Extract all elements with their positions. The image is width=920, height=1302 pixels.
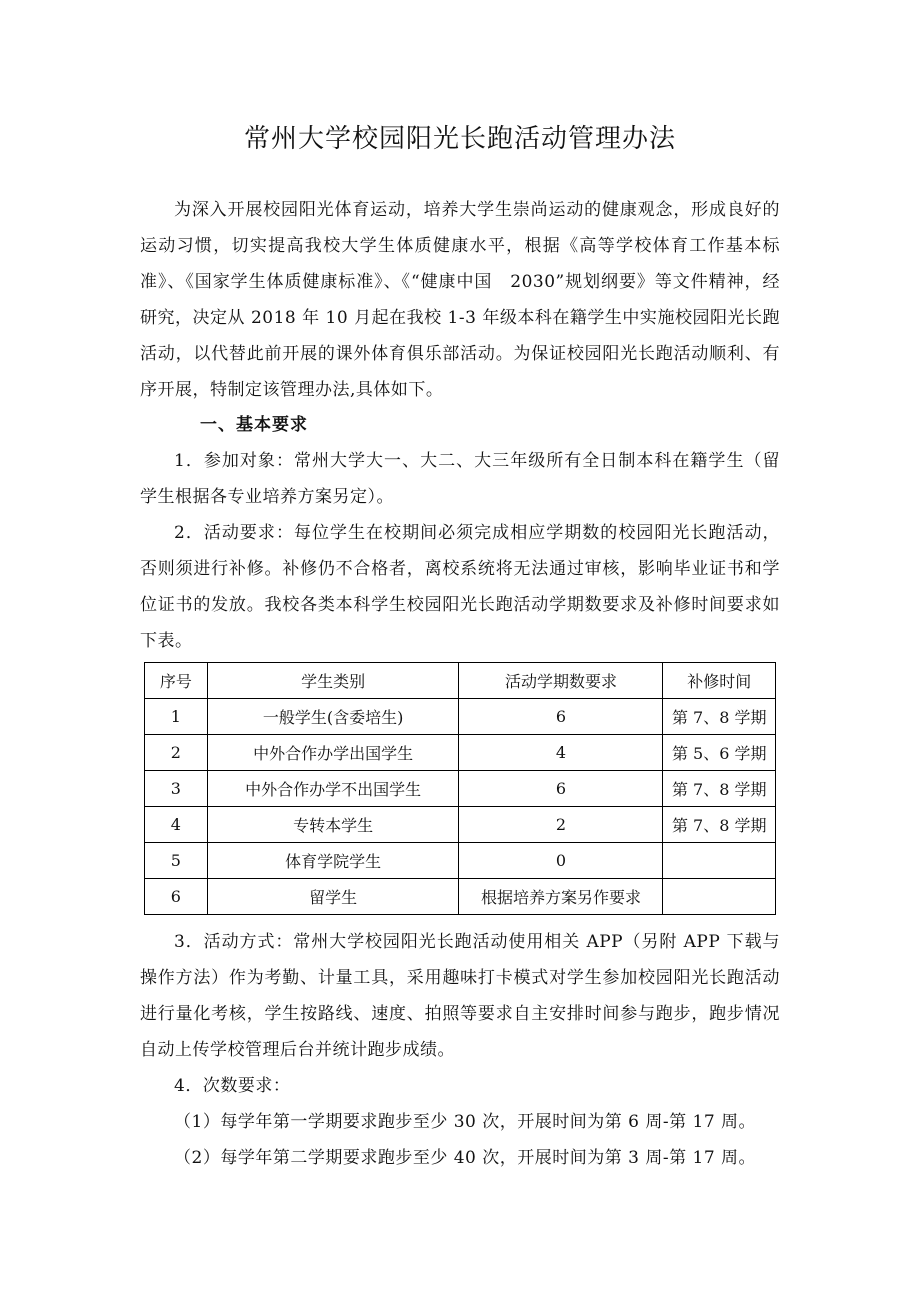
table-cell: 4 <box>459 735 663 771</box>
item-frequency-first-semester: （1）每学年第一学期要求跑步至少 30 次，开展时间为第 6 周-第 17 周。 <box>174 1112 757 1132</box>
table-cell: 第 7、8 学期 <box>663 807 776 843</box>
table-row <box>145 879 776 915</box>
table-row <box>145 699 776 735</box>
requirements-table <box>144 662 776 915</box>
table-cell: 一般学生(含委培生) <box>207 699 459 735</box>
table-row <box>145 735 776 771</box>
table-cell: 中外合作办学出国学生 <box>207 735 459 771</box>
item-participants: 1．参加对象：常州大学大一、大二、大三年级所有全日制本科在籍学生（留学生根据各专业培养方案另定）。 <box>140 451 780 507</box>
table-cell <box>663 879 776 915</box>
intro-paragraph: 为深入开展校园阳光体育运动，培养大学生崇尚运动的健康观念，形成良好的运动习惯，切实提高我校大学生体质健康水平，根据《高等学校体育工作基本标准》、《国家学生体质健康标准》、《“健康中国 2030”规划纲要》等文件精神，经研究，决定从 2018 年 10 月起在我校 1-3 年级本科在籍学生中实施校园阳光长跑活动，以代替此前开展的课外体育俱乐部活动。为保证校园阳光长跑活动顺利、有序开展，特制定该管理办法,具体如下。 <box>140 200 780 400</box>
table-cell: 2 <box>459 807 663 843</box>
table-cell <box>663 843 776 879</box>
table-cell: 3 <box>145 771 208 807</box>
item-activity-method: 3．活动方式：常州大学校园阳光长跑活动使用相关 APP（另附 APP 下载与操作方法）作为考勤、计量工具，采用趣味打卡模式对学生参加校园阳光长跑活动进行量化考核，学生按路线、速度、拍照等要求自主安排时间参与跑步，跑步情况自动上传学校管理后台并统计跑步成绩。 <box>140 932 780 1060</box>
table-row <box>145 843 776 879</box>
item-frequency-requirement: 4．次数要求： <box>174 1076 291 1096</box>
table-cell: 中外合作办学不出国学生 <box>207 771 459 807</box>
intro-block <box>140 192 780 408</box>
table-cell: 第 7、8 学期 <box>663 699 776 735</box>
table-cell: 第 7、8 学期 <box>663 771 776 807</box>
table-cell: 体育学院学生 <box>207 843 459 879</box>
table-header-cell: 序号 <box>145 663 208 699</box>
table-header-cell: 学生类别 <box>207 663 459 699</box>
item-frequency-second-semester: （2）每学年第二学期要求跑步至少 40 次，开展时间为第 3 周-第 17 周。 <box>174 1148 757 1168</box>
document-title: 常州大学校园阳光长跑活动管理办法 <box>243 124 676 154</box>
table-cell: 1 <box>145 699 208 735</box>
table-row <box>145 771 776 807</box>
items-block-2 <box>140 924 780 1176</box>
table-header-cell: 补修时间 <box>663 663 776 699</box>
section-heading-basic-requirements: 一、基本要求 <box>200 415 308 435</box>
table-header-row <box>145 663 776 699</box>
item-activity-requirement: 2．活动要求：每位学生在校期间必须完成相应学期数的校园阳光长跑活动，否则须进行补修。补修仍不合格者，离校系统将无法通过审核，影响毕业证书和学位证书的发放。我校各类本科学生校园阳光长跑活动学期数要求及补修时间要求如下表。 <box>140 523 780 651</box>
table-cell: 第 5、6 学期 <box>663 735 776 771</box>
table-cell: 2 <box>145 735 208 771</box>
table-header-cell: 活动学期数要求 <box>459 663 663 699</box>
items-block-1 <box>140 443 780 659</box>
table-cell: 6 <box>145 879 208 915</box>
table-cell: 留学生 <box>207 879 459 915</box>
table-cell: 0 <box>459 843 663 879</box>
table-cell: 6 <box>459 771 663 807</box>
table-cell: 6 <box>459 699 663 735</box>
table-cell: 5 <box>145 843 208 879</box>
table-cell: 根据培养方案另作要求 <box>459 879 663 915</box>
table-row <box>145 807 776 843</box>
table-cell: 4 <box>145 807 208 843</box>
table-cell: 专转本学生 <box>207 807 459 843</box>
